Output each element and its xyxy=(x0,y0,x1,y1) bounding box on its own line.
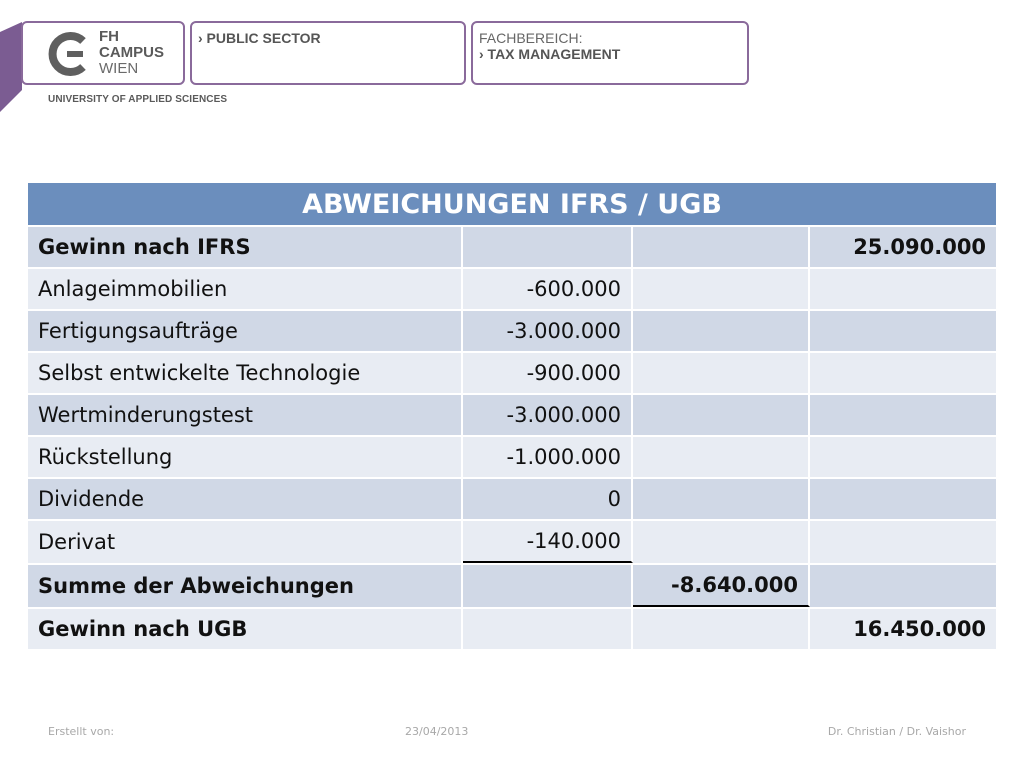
row-value-3 xyxy=(810,267,996,309)
row-value-3: 16.450.000 xyxy=(810,607,996,649)
university-subtitle: UNIVERSITY OF APPLIED SCIENCES xyxy=(48,94,228,105)
table-row xyxy=(28,225,996,267)
row-value-2 xyxy=(633,309,810,351)
table-title: ABWEICHUNGEN IFRS / UGB xyxy=(28,183,996,225)
fachbereich-label: FACHBEREICH: xyxy=(479,30,583,46)
footer-created-by: Erstellt von: xyxy=(48,725,115,738)
row-label: Wertminderungstest xyxy=(28,393,463,435)
row-value-3 xyxy=(810,519,996,563)
row-value-2 xyxy=(633,225,810,267)
fachbereich-value: › TAX MANAGEMENT xyxy=(479,46,621,62)
row-value-1 xyxy=(463,563,633,607)
public-sector-label: › PUBLIC SECTOR xyxy=(198,30,321,46)
row-value-2 xyxy=(633,267,810,309)
table-row xyxy=(28,435,996,477)
row-value-1: 0 xyxy=(463,477,633,519)
row-label: Gewinn nach IFRS xyxy=(28,225,463,267)
ifrs-ugb-table xyxy=(28,183,996,649)
row-value-1 xyxy=(463,607,633,649)
row-value-1: -140.000 xyxy=(463,519,633,563)
row-value-1: -1.000.000 xyxy=(463,435,633,477)
row-value-3 xyxy=(810,393,996,435)
fh-campus-logo-icon xyxy=(45,29,95,79)
row-value-3 xyxy=(810,477,996,519)
row-value-2 xyxy=(633,393,810,435)
row-value-3 xyxy=(810,435,996,477)
row-label: Dividende xyxy=(28,477,463,519)
table-row xyxy=(28,309,996,351)
footer-authors: Dr. Christian / Dr. Vaishor xyxy=(827,725,966,738)
public-sector-box xyxy=(190,21,466,85)
row-value-2 xyxy=(633,607,810,649)
row-value-1: -3.000.000 xyxy=(463,309,633,351)
row-label: Selbst entwickelte Technologie xyxy=(28,351,463,393)
table-row-sum xyxy=(28,563,996,607)
row-value-2 xyxy=(633,519,810,563)
table-row xyxy=(28,267,996,309)
row-value-1: -900.000 xyxy=(463,351,633,393)
row-label: Summe der Abweichungen xyxy=(28,563,463,607)
corner-tab-decoration xyxy=(0,22,22,112)
row-value-2 xyxy=(633,351,810,393)
table-row xyxy=(28,519,996,563)
fachbereich-box xyxy=(471,21,749,85)
row-value-2: -8.640.000 xyxy=(633,563,810,607)
row-label: Rückstellung xyxy=(28,435,463,477)
logo-line-fh: FH xyxy=(99,28,119,45)
table-header-row xyxy=(28,183,996,225)
row-value-2 xyxy=(633,435,810,477)
row-value-1: -3.000.000 xyxy=(463,393,633,435)
row-label: Fertigungsaufträge xyxy=(28,309,463,351)
row-value-2 xyxy=(633,477,810,519)
table-row-total xyxy=(28,607,996,649)
row-value-3 xyxy=(810,351,996,393)
logo-wordmark xyxy=(99,29,164,77)
logo-line-wien: WIEN xyxy=(99,60,139,77)
row-value-1: -600.000 xyxy=(463,267,633,309)
table-row xyxy=(28,351,996,393)
logo-box xyxy=(21,21,185,85)
row-value-3: 25.090.000 xyxy=(810,225,996,267)
row-label: Gewinn nach UGB xyxy=(28,607,463,649)
logo-line-campus: CAMPUS xyxy=(99,44,165,61)
footer-date: 23/04/2013 xyxy=(405,725,469,738)
table-row xyxy=(28,393,996,435)
row-label: Anlageimmobilien xyxy=(28,267,463,309)
row-value-3 xyxy=(810,563,996,607)
row-value-3 xyxy=(810,309,996,351)
row-label: Derivat xyxy=(28,519,463,563)
row-value-1 xyxy=(463,225,633,267)
table-row xyxy=(28,477,996,519)
